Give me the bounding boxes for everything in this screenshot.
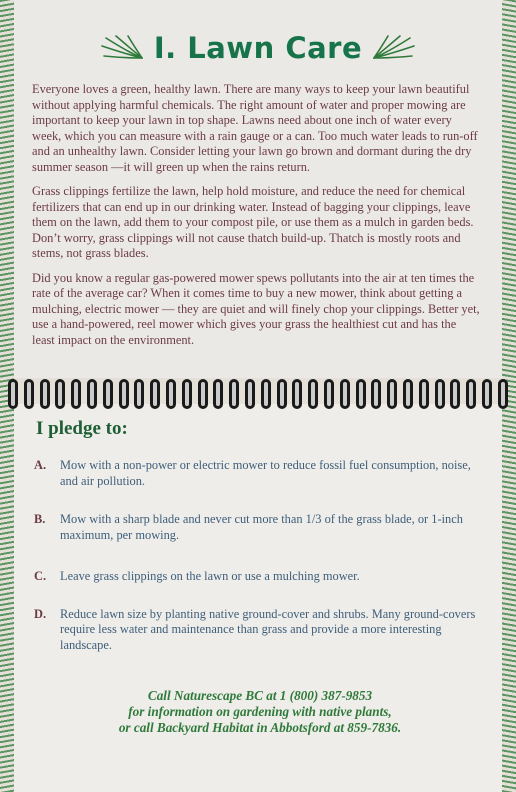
pledge-item bbox=[34, 569, 484, 585]
coil bbox=[324, 379, 334, 409]
paragraph: Grass clippings fertilize the lawn, help hold moisture, and reduce the need for chemical fertilizers that can end up in our drinking water. Instead of bagging your clippings, leave them on the lawn, add them to your compost pile, or use them as a mulch in garden beds. Don’t worry, grass clippings will not cause thatch build-up. Thatch is mostly roots and stems, not grass blades. bbox=[32, 184, 474, 260]
coil bbox=[498, 379, 508, 409]
contact-line: for information on gardening with native plants, bbox=[128, 704, 392, 719]
coil bbox=[435, 379, 445, 409]
page-title: I. Lawn Care bbox=[153, 31, 363, 65]
pledge-item bbox=[34, 607, 484, 654]
page-header bbox=[0, 26, 516, 70]
coil bbox=[198, 379, 208, 409]
coil bbox=[119, 379, 129, 409]
coil bbox=[166, 379, 176, 409]
coil bbox=[87, 379, 97, 409]
grass-tuft-icon bbox=[100, 34, 144, 62]
coil bbox=[40, 379, 50, 409]
coil bbox=[229, 379, 239, 409]
coil bbox=[277, 379, 287, 409]
spiral-binding bbox=[8, 376, 508, 412]
coil bbox=[134, 379, 144, 409]
coil bbox=[340, 379, 350, 409]
coil bbox=[387, 379, 397, 409]
coil bbox=[213, 379, 223, 409]
pledge-letter: D. bbox=[34, 606, 47, 621]
pledge-text: Mow with a non-power or electric mower to reduce fossil fuel consumption, noise, and air pollution. bbox=[60, 458, 471, 488]
coil bbox=[403, 379, 413, 409]
pledge-letter: A. bbox=[34, 458, 47, 472]
pledge-heading: I pledge to: bbox=[36, 418, 128, 439]
coil bbox=[71, 379, 81, 409]
coil bbox=[150, 379, 160, 409]
pledge-letter: B. bbox=[34, 512, 46, 526]
pledge-item bbox=[34, 512, 484, 543]
coil bbox=[261, 379, 271, 409]
coil bbox=[292, 379, 302, 409]
contact-line: Call Naturescape BC at 1 (800) 387-9853 bbox=[147, 688, 373, 703]
coil bbox=[103, 379, 113, 409]
pledge-text: Mow with a sharp blade and never cut more than 1/3 of the grass blade, or 1-inch maximum, per mowing. bbox=[60, 512, 463, 542]
pledge-item bbox=[34, 458, 484, 489]
coil bbox=[419, 379, 429, 409]
coil bbox=[450, 379, 460, 409]
coil bbox=[55, 379, 65, 409]
pledge-text: Reduce lawn size by planting native ground-cover and shrubs. Many ground-covers require less water and maintenance than grass and provide a more interesting landscape. bbox=[60, 606, 476, 652]
coil bbox=[308, 379, 318, 409]
paragraph: Everyone loves a green, healthy lawn. There are many ways to keep your lawn beautiful without applying harmful chemicals. The right amount of water and proper mowing are important to keep your lawn in top shape. Lawns need about one inch of water every week, which you can measure with a rain gauge or a can. Too much water leads to run-off and an unhealthy lawn. Consider letting your lawn go brown and dormant during the dry summer season —it will green up when the rains return. bbox=[32, 82, 478, 174]
pledge-list bbox=[34, 458, 484, 653]
grass-tuft-icon bbox=[372, 34, 416, 62]
pledge-text: Leave grass clippings on the lawn or use a mulching mower. bbox=[60, 569, 360, 583]
coil bbox=[182, 379, 192, 409]
pledge-letter: C. bbox=[34, 569, 47, 583]
coil bbox=[482, 379, 492, 409]
coil bbox=[24, 379, 34, 409]
coil bbox=[466, 379, 476, 409]
coil bbox=[8, 379, 18, 409]
coil bbox=[356, 379, 366, 409]
coil bbox=[245, 379, 255, 409]
intro-text bbox=[32, 82, 482, 357]
contact-line: or call Backyard Habitat in Abbotsford at 859-7836. bbox=[118, 720, 402, 735]
paragraph: Did you know a regular gas-powered mower spews pollutants into the air at ten times the rate of the average car? When it comes time to buy a new mower, think about getting a mulching, electric mower — they are quiet and will finely chop your clippings. Better yet, use a hand-powered, reel mower which gives your grass the healthiest cut and has the least impact on the environment. bbox=[32, 270, 480, 347]
contact-info bbox=[40, 688, 480, 736]
coil bbox=[371, 379, 381, 409]
